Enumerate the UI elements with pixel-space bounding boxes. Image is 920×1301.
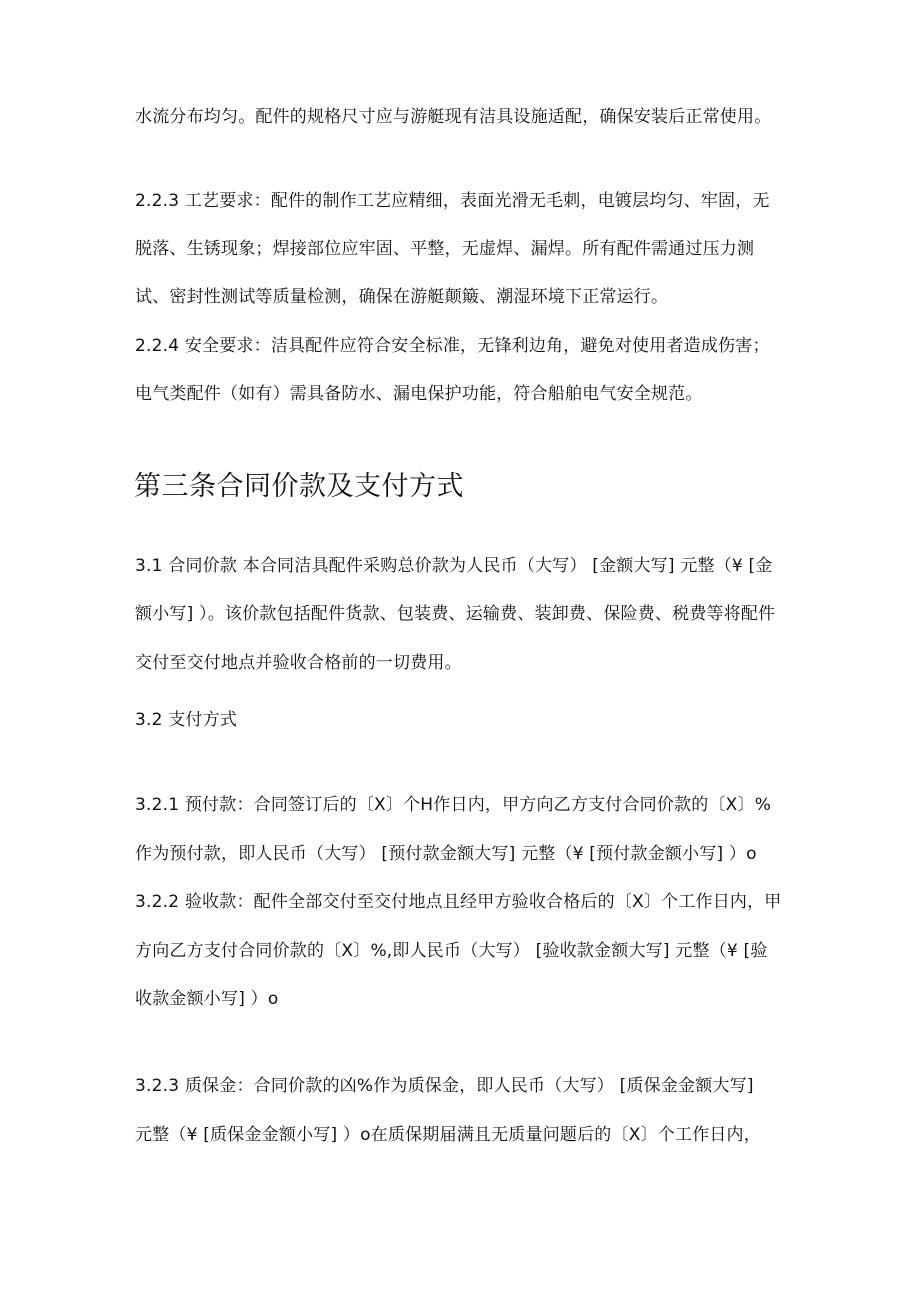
text-line: 电气类配件（如有）需具备防水、漏电保护功能，符合船舶电气安全规范。 bbox=[135, 384, 703, 404]
text-line: 额小写] ）。该价款包括配件货款、包装费、运输费、装卸费、保险费、税费等将配件 bbox=[135, 604, 776, 624]
text-line: 2.2.3 工艺要求：配件的制作工艺应精细，表面光滑无毛刺，电镀层均匀、牢固，无 bbox=[135, 191, 770, 211]
text-line: 3.2.2 验收款：配件全部交付至交付地点且经甲方验收合格后的〔X〕个工作日内，甲 bbox=[135, 892, 782, 912]
text-line: 水流分布均匀。配件的规格尺寸应与游艇现有洁具设施适配，确保安装后正常使用。 bbox=[135, 107, 772, 127]
text-line: 方向乙方支付合同价款的〔X〕%,即人民币（大写） [验收款金额大写] 元整（¥ [验 bbox=[135, 941, 768, 961]
text-line: 3.1 合同价款 本合同洁具配件采购总价款为人民币（大写） [金额大写] 元整（¥ [金 bbox=[135, 556, 773, 576]
text-line: 作为预付款，即人民币（大写） [预付款金额大写] 元整（¥ [预付款金额小写] ）o bbox=[135, 844, 757, 864]
text-line: 3.2.3 质保金：合同价款的凶%作为质保金，即人民币（大写） [质保金金额大写] bbox=[135, 1076, 754, 1096]
text-line: 2.2.4 安全要求：洁具配件应符合安全标准，无锋利边角，避免对使用者造成伤害； bbox=[135, 336, 770, 356]
text-line: 脱落、生锈现象；焊接部位应牢固、平整，无虚焊、漏焊。所有配件需通过压力测 bbox=[135, 239, 755, 259]
text-line: 试、密封性测试等质量检测，确保在游艇颠簸、潮湿环境下正常运行。 bbox=[135, 287, 669, 307]
text-line: 收款金额小写] ）o bbox=[135, 989, 279, 1009]
text-line: 交付至交付地点并验收合格前的一切费用。 bbox=[135, 653, 462, 673]
text-line: 3.2 支付方式 bbox=[135, 710, 238, 730]
section-heading: 第三条合同价款及支付方式 bbox=[134, 471, 464, 502]
text-line: 元整（¥ [质保金金额小写] ）o在质保期届满且无质量问题后的〔X〕个工作日内， bbox=[135, 1125, 761, 1145]
text-line: 3.2.1 预付款：合同签订后的〔X〕个H作日内，甲方向乙方支付合同价款的〔X〕% bbox=[135, 795, 772, 815]
